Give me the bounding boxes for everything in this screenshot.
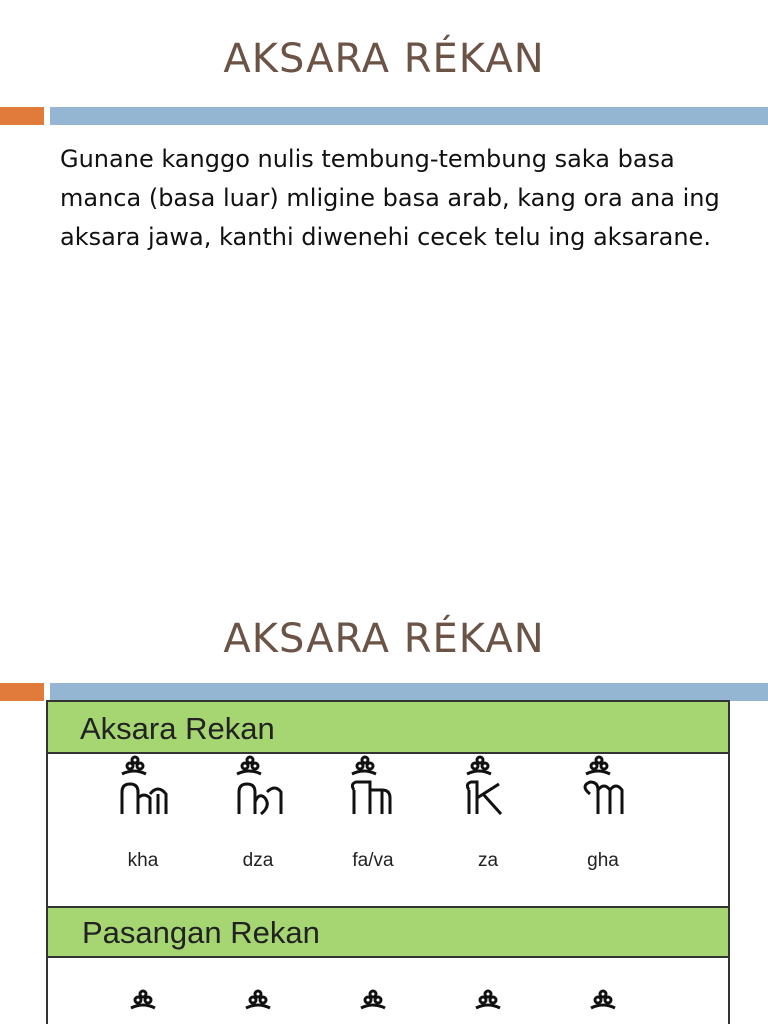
slide-title: AKSARA RÉKAN bbox=[223, 616, 545, 662]
slide-2 bbox=[0, 580, 768, 1024]
section-header-aksara-rekan: Aksara Rekan bbox=[48, 702, 728, 754]
letter-cell-gha bbox=[563, 754, 643, 872]
javanese-gha-glyph-icon bbox=[568, 754, 638, 846]
letter-label: gha bbox=[587, 850, 619, 871]
cecek-telu-icon bbox=[238, 986, 278, 1016]
javanese-fa-glyph-icon bbox=[338, 754, 408, 846]
slide-body-text: Gunane kanggo nulis tembung-tembung saka basa manca (basa luar) mligine basa arab, kang ora ana ing aksara jawa, kanthi diwenehi cecek telu ing aksarane. bbox=[60, 145, 720, 251]
aksara-rekan-row bbox=[48, 754, 728, 908]
section-header-pasangan-rekan: Pasangan Rekan bbox=[48, 908, 728, 958]
accent-bar-orange bbox=[0, 107, 44, 125]
javanese-za-glyph-icon bbox=[453, 754, 523, 846]
pasangan-rekan-row bbox=[48, 958, 728, 1024]
letter-label: dza bbox=[242, 850, 274, 871]
letter-cell-za bbox=[448, 754, 528, 872]
aksara-rekan-table bbox=[46, 700, 730, 1024]
letter-label: kha bbox=[127, 850, 159, 871]
letter-cell-fa-va bbox=[333, 754, 413, 872]
accent-bar-blue bbox=[50, 107, 768, 125]
cecek-telu-icon bbox=[583, 986, 623, 1016]
pasangan-cell bbox=[333, 986, 413, 1016]
letter-label: za bbox=[477, 850, 499, 871]
pasangan-cell bbox=[103, 986, 183, 1016]
javanese-dza-glyph-icon bbox=[223, 754, 293, 846]
javanese-kha-glyph-icon bbox=[108, 754, 178, 846]
pasangan-cell bbox=[563, 986, 643, 1016]
slide-title: AKSARA RÉKAN bbox=[223, 36, 545, 82]
pasangan-cell bbox=[218, 986, 298, 1016]
letter-label: fa/va bbox=[352, 850, 394, 871]
cecek-telu-icon bbox=[353, 986, 393, 1016]
letter-cell-dza bbox=[218, 754, 298, 872]
pasangan-cell bbox=[448, 986, 528, 1016]
accent-bar-orange bbox=[0, 683, 44, 701]
cecek-telu-icon bbox=[123, 986, 163, 1016]
letter-cell-kha bbox=[103, 754, 183, 872]
accent-bar-blue bbox=[50, 683, 768, 701]
cecek-telu-icon bbox=[468, 986, 508, 1016]
